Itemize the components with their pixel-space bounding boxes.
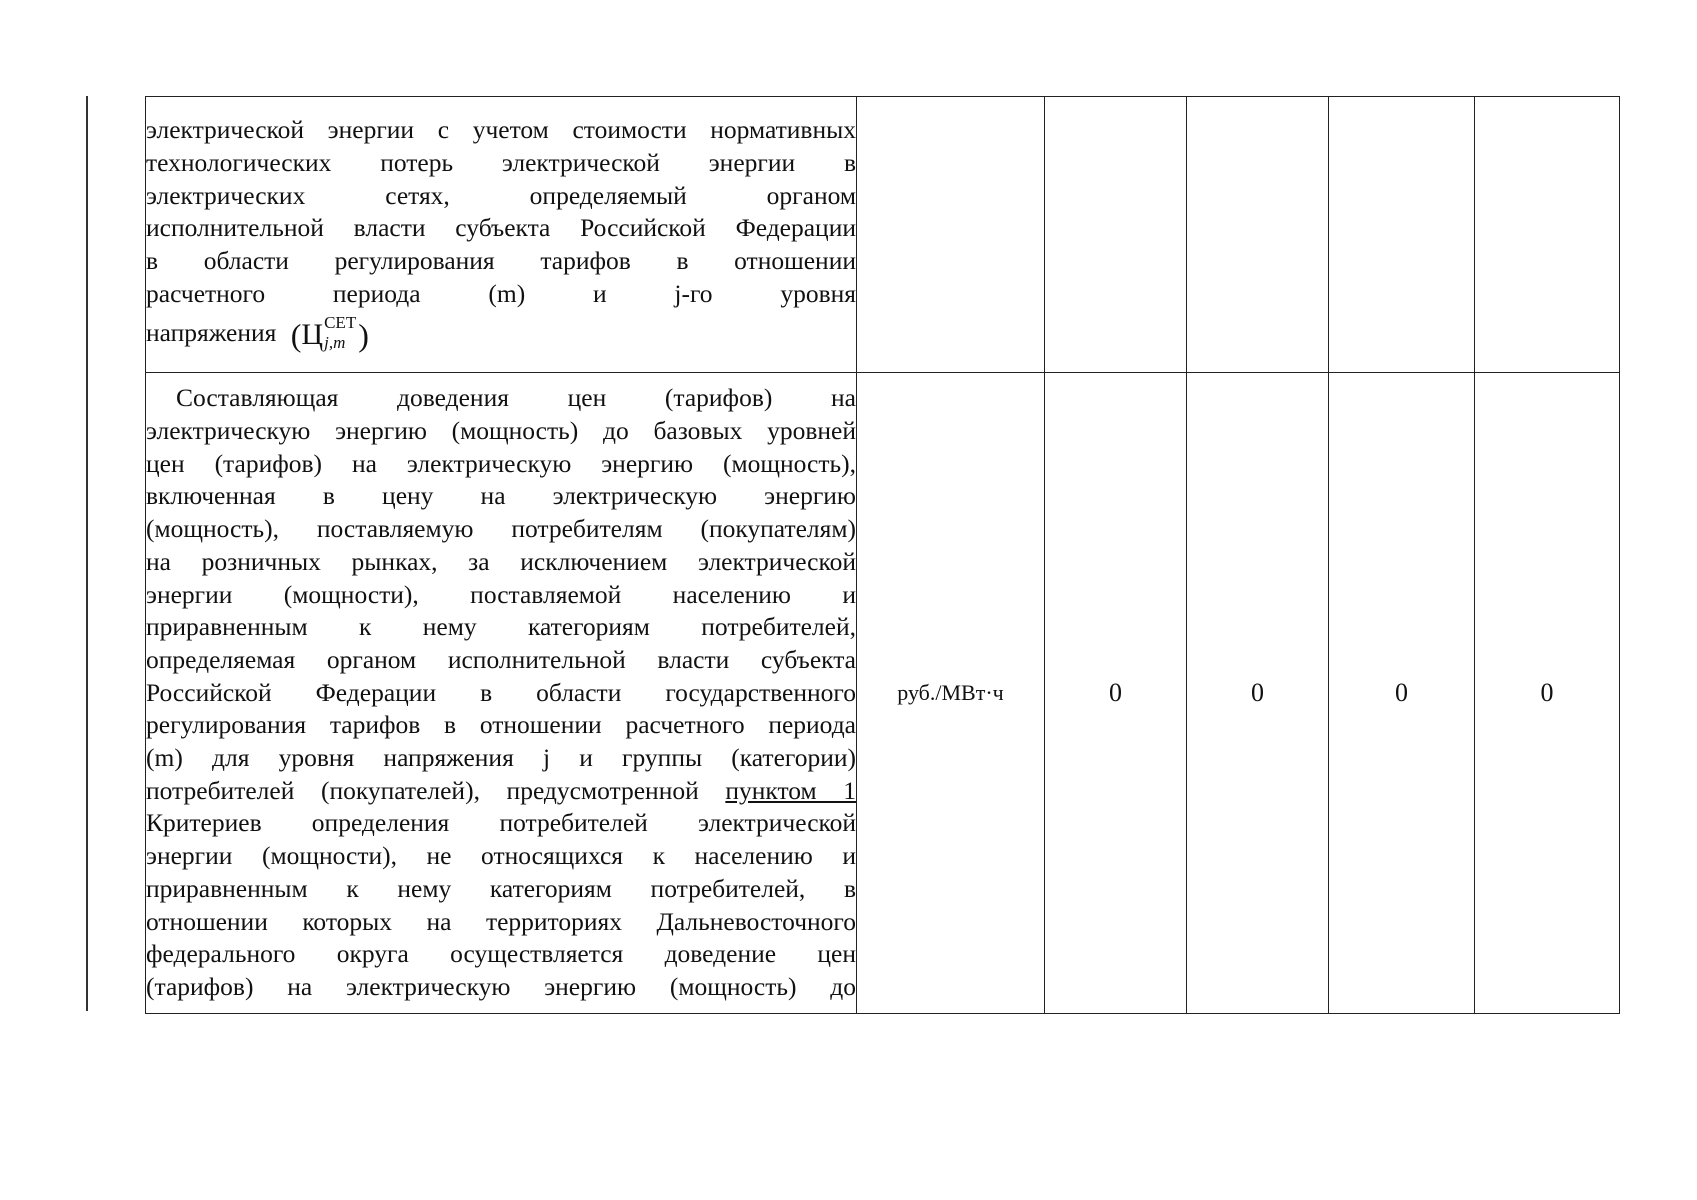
formula-base: Ц (301, 317, 324, 351)
text-line: Составляющая доведения цен (тарифов) на (176, 383, 856, 413)
text-line: энергии (мощности), не относящихся к населению и (146, 841, 856, 871)
table-row (146, 373, 1620, 1014)
text-line: технологических потерь электрической энергии в (146, 148, 856, 178)
value-cell (1475, 97, 1620, 373)
row-description (146, 373, 857, 1014)
formula-superscript: СЕТ (324, 312, 357, 332)
formula-open-paren: ( (290, 316, 302, 353)
value-cell: 0 (1045, 373, 1187, 1014)
margin-line (86, 96, 88, 1011)
text-line: электрическую энергию (мощность) до базовых уровней (146, 416, 856, 446)
text-line: электрической энергии с учетом стоимости нормативных (146, 115, 856, 145)
text-line: определяемая органом исполнительной власти субъекта (146, 644, 856, 674)
text-line: (тарифов) на электрическую энергию (мощность) до (146, 971, 856, 1001)
link-line-prefix: потребителей (покупателей), предусмотренной (146, 775, 699, 805)
value-cell (1045, 97, 1187, 373)
row-description (146, 97, 857, 373)
formula-close-paren: ) (358, 316, 369, 353)
tariff-formula (290, 312, 369, 355)
value-cell: 0 (1329, 373, 1475, 1014)
text-line: Критериев определения потребителей электрической (146, 808, 856, 838)
unit-cell: руб./МВт·ч (857, 373, 1045, 1014)
text-line: приравненным к нему категориям потребителей, (146, 612, 856, 642)
text-line: исполнительной власти субъекта Российской Федерации (146, 213, 856, 243)
text-line: энергии (мощности), поставляемой населению и (146, 579, 856, 609)
text-line: цен (тарифов) на электрическую энергию (мощность), (146, 448, 856, 478)
text-line: приравненным к нему категориям потребителей, в (146, 873, 856, 903)
text-line: включенная в цену на электрическую энергию (146, 481, 856, 511)
text-line: расчетного периода (m) и j-го уровня (146, 278, 856, 308)
text-line: напряжения (146, 317, 277, 347)
text-line: федерального округа осуществляется доведение цен (146, 939, 856, 969)
criteria-point-link[interactable]: пунктом 1 (725, 775, 856, 805)
text-line: Российской Федерации в области государственного (146, 677, 856, 707)
text-line: электрических сетях, определяемый органом (146, 180, 856, 210)
text-line-with-link (146, 775, 856, 808)
text-line: на розничных рынках, за исключением электрической (146, 546, 856, 576)
value-cell (1187, 97, 1329, 373)
text-line: в области регулирования тарифов в отношении (146, 246, 856, 276)
text-line: (m) для уровня напряжения j и группы (категории) (146, 743, 856, 773)
table-row (146, 97, 1620, 373)
formula-subscript: j,m (324, 332, 346, 352)
formula-line (146, 312, 856, 355)
value-cell (1329, 97, 1475, 373)
value-cell: 0 (1187, 373, 1329, 1014)
text-line: регулирования тарифов в отношении расчетного периода (146, 710, 856, 740)
value-cell: 0 (1475, 373, 1620, 1014)
tariff-table (145, 96, 1620, 1014)
text-line: (мощность), поставляемую потребителям (покупателям) (146, 514, 856, 544)
text-line: отношении которых на территориях Дальневосточного (146, 906, 856, 936)
unit-cell (857, 97, 1045, 373)
